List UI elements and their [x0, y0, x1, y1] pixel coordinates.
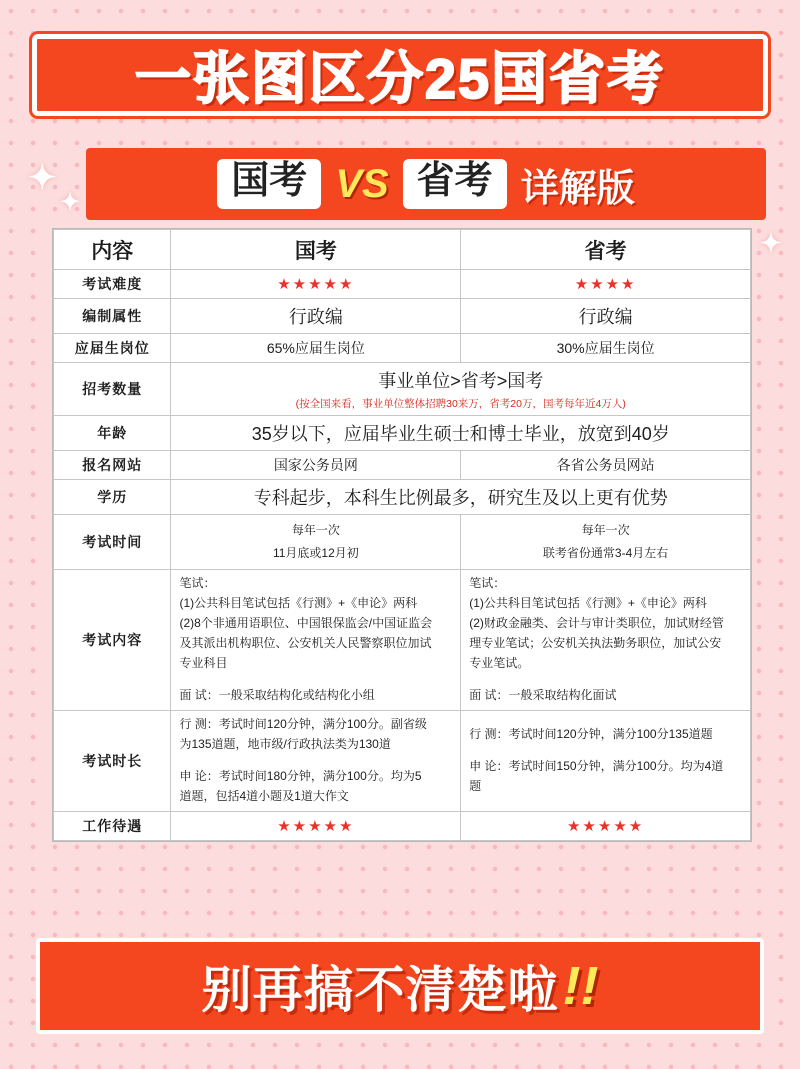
cell-provincial-body: 笔试： (1)公共科目笔试包括《行测》+《申论》两科 (2)财政金融类、会计与审计类职位，加试财经管 理专业笔试；公安机关执法勤务职位，加试公安 专业笔试。 面 试：一般采取结构化面试 [461, 569, 751, 710]
table-row [54, 569, 751, 710]
table-row [54, 451, 751, 480]
star-rating-icon: ★★★★★ [277, 817, 355, 835]
subtitle-vs: VS [335, 161, 389, 206]
row-label: 编制属性 [54, 299, 171, 334]
cell-span-text: 35岁以下，应届毕业生硕士和博士毕业，放宽到40岁 [251, 424, 670, 444]
row-label: 招考数量 [54, 363, 171, 416]
cell-national: 65%应届生岗位 [171, 334, 461, 363]
table-row [54, 270, 751, 299]
row-label: 考试难度 [54, 270, 171, 299]
star-rating-icon: ★★★★★ [277, 276, 355, 293]
cell-span [171, 416, 751, 451]
cell-national: 行政编 [171, 299, 461, 334]
sparkle-icon: ✦ [60, 189, 81, 216]
table-row [54, 416, 751, 451]
cell-provincial: 各省公务员网站 [461, 451, 751, 480]
comparison-table-wrapper [52, 228, 752, 842]
cell-national: 国家公务员网 [171, 451, 461, 480]
row-label: 考试时间 [54, 515, 171, 570]
table-row [54, 334, 751, 363]
star-rating-icon: ★★★★ [574, 276, 637, 293]
table-row [54, 480, 751, 515]
footer-exclamation: !! [562, 956, 599, 1016]
subtitle-tail: 详解版 [520, 167, 635, 210]
header-provincial: 省考 [461, 230, 751, 270]
row-label: 年龄 [54, 416, 171, 451]
cell-national-lines: 每年一次 11月底或12月初 [171, 515, 461, 570]
sparkle-icon: ✦ [28, 159, 57, 197]
subtitle-chip-provincial: 省考 [403, 159, 507, 209]
cell-span-text: 事业单位>省考>国考 [378, 371, 544, 391]
table-row [54, 811, 751, 840]
table-row [54, 299, 751, 334]
subtitle-banner [86, 148, 766, 220]
cell-provincial-lines: 每年一次 联考省份通常3-4月左右 [461, 515, 751, 570]
table-row [54, 515, 751, 570]
cell-provincial-rating [461, 270, 751, 299]
cell-provincial-body: 行 测：考试时间120分钟，满分100分135道题 申 论：考试时间150分钟，满分100分。均为4道 题 [461, 710, 751, 811]
cell-span-note: (按全国来看，事业单位整体招聘30来万，省考20万，国考每年近4万人) [295, 398, 626, 410]
cell-provincial: 行政编 [461, 299, 751, 334]
header-content: 内容 [54, 230, 171, 270]
footer-banner [36, 938, 764, 1034]
cell-provincial: 30%应届生岗位 [461, 334, 751, 363]
row-label: 工作待遇 [54, 811, 171, 840]
footer-text: 别再搞不清楚啦 [201, 962, 559, 1018]
cell-national-body: 行 测：考试时间120分钟，满分100分。副省级 为135道题，地市级/行政执法类为130道 申 论：考试时间180分钟，满分100分。均为5 道题，包括4道小题及1道大作文 [171, 710, 461, 811]
cell-span [171, 480, 751, 515]
row-label: 考试时长 [54, 710, 171, 811]
header-national: 国考 [171, 230, 461, 270]
page-title: 一张图区分25国省考 [134, 47, 666, 110]
table-row [54, 363, 751, 416]
star-rating-icon: ★★★★★ [566, 817, 645, 835]
subtitle-chip-national: 国考 [217, 159, 321, 209]
table-row [54, 710, 751, 811]
row-label: 应届生岗位 [54, 334, 171, 363]
row-label: 考试内容 [54, 569, 171, 710]
table-body [54, 270, 751, 841]
sparkle-icon: ✦ [760, 228, 782, 258]
table-header-row [54, 230, 751, 270]
cell-span-text: 专科起步，本科生比例最多，研究生及以上更有优势 [253, 488, 668, 508]
cell-national-body: 笔试： (1)公共科目笔试包括《行测》+《申论》两科 (2)8个非通用语职位、中国银保监会/中国证监会 及其派出机构职位、公安机关人民警察职位加试 专业科目 面 试：一般采取结构化或结构化小组 [171, 569, 461, 710]
cell-national-rating [171, 270, 461, 299]
row-label: 学历 [54, 480, 171, 515]
cell-provincial-rating [461, 811, 751, 840]
cell-span [171, 363, 751, 416]
row-label: 报名网站 [54, 451, 171, 480]
cell-national-rating [171, 811, 461, 840]
comparison-table [53, 229, 751, 841]
